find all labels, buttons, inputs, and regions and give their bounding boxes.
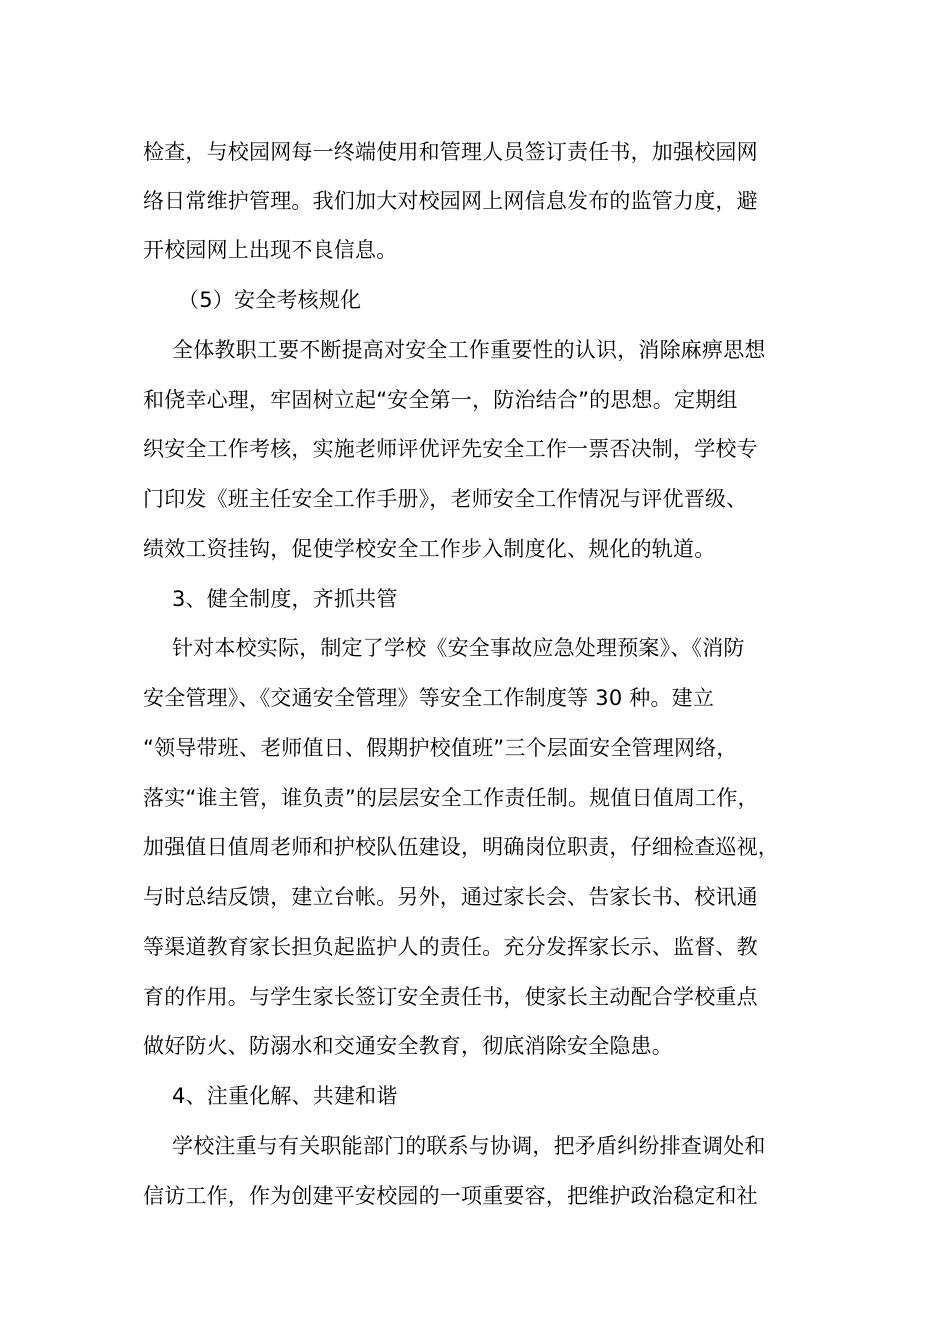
paragraph-first-line: 学校注重与有关职能部门的联系与协调，把矛盾纠纷排查调处和 — [172, 1134, 766, 1158]
text-line: 与时总结反馈，建立台帐。另外，通过家长会、告家长书、校讯通 — [143, 885, 758, 909]
text-line: 和侥幸心理，牢固树立起“安全第一，防治结合”的思想。定期组 — [143, 388, 738, 412]
text-line: 织安全工作考核，实施老师评优评先安全工作一票否决制，学校专 — [143, 437, 758, 461]
text-line: 开校园网上出现不良信息。 — [143, 238, 398, 262]
section-heading: （5）安全考核规化 — [178, 288, 362, 312]
paragraph-first-line: 全体教职工要不断提高对安全工作重要性的认识，消除麻痹思想 — [172, 338, 766, 362]
text-line: 检查，与校园网每一终端使用和管理人员签订责任书，加强校园网 — [143, 140, 758, 164]
text-line: 做好防火、防溺水和交通安全教育，彻底消除安全隐患。 — [143, 1034, 673, 1058]
text-line: 加强值日值周老师和护校队伍建设，明确岗位职责，仔细检查巡视， — [143, 835, 779, 859]
section-heading: 4、注重化解、共建和谐 — [172, 1084, 398, 1108]
text-line: 育的作用。与学生家长签订安全责任书，使家长主动配合学校重点 — [143, 985, 758, 1009]
text-line: 络日常维护管理。我们加大对校园网上网信息发布的监管力度，避 — [143, 189, 758, 213]
paragraph-first-line: 针对本校实际，制定了学校《安全事故应急处理预案》、《消防 — [172, 636, 745, 660]
text-line: 等渠道教育家长担负起监护人的责任。充分发挥家长示、监督、教 — [143, 935, 758, 959]
text-line: 绩效工资挂钩，促使学校安全工作步入制度化、规化的轨道。 — [143, 537, 716, 561]
text-line: 安全管理》、《交通安全管理》等安全工作制度等 30 种。建立 — [143, 686, 715, 710]
text-line: 落实“谁主管，谁负责”的层层安全工作责任制。规值日值周工作， — [143, 786, 759, 810]
text-line: 信访工作，作为创建平安校园的一项重要容，把维护政治稳定和社 — [143, 1184, 758, 1208]
section-heading: 3、健全制度，齐抓共管 — [172, 587, 398, 611]
text-line: 门印发《班主任安全工作手册》，老师安全工作情况与评优晋级、 — [143, 487, 748, 511]
text-line: “领导带班、老师值日、假期护校值班”三个层面安全管理网络， — [143, 736, 738, 760]
